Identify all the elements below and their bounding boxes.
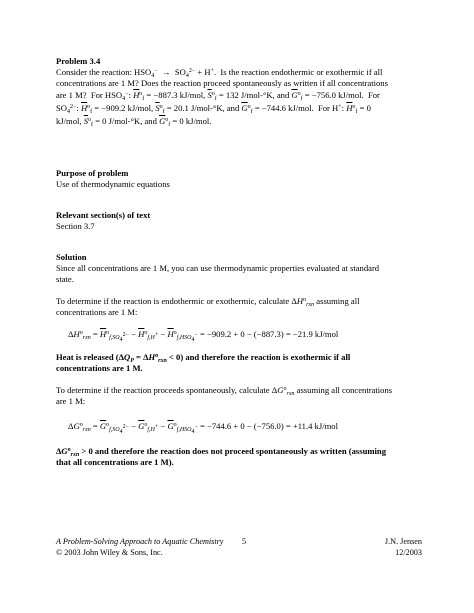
problem-line-4: $SO_4^{2-}$: $\overline{H}^o_f = -909.2$ kJ/mol, $\overline{S}^o_f = 20.1$ J/mol-°K, and $\overline{G}^o_f = -744.6$ kJ/mol. For H+: $\overline{H}^o_f = 0$ [56,103,371,115]
problem-line-2: concentrations are 1 M? Does the reaction proceed spontaneously as written if all concentrations [56,78,388,88]
conclusion-2-b: that all concentrations are 1 M). [56,457,174,467]
problem-heading: Problem 3.4 [56,56,101,66]
enthalpy-equation: $\Delta H^o_{rxn} = \overline{H}^o_{f,SO_4^{2-}} - \overline{H}^o_{f,H^+} - \overline{H}^o_{f,HSO_4^-} = -909.2 + 0 - (-887.3) = -21.9$ kJ/mol [68,329,339,343]
purpose-text: Use of thermodynamic equations [56,179,170,189]
gibbs-equation-result: = −744.6 + 0 − (−756.0) = +11.4 kJ/mol [200,421,338,431]
gibbs-equation: $\Delta G^o_{rxn} = \overline{G}^o_{f,SO_4^{2-}} - \overline{G}^o_{f,H^+} - \overline{G}^o_{f,HSO_4^-} = -744.6 + 0 - (-756.0) = +11.4$ kJ/mol [68,421,338,435]
relevant-text: Section 3.7 [56,221,95,231]
problem-line-5: kJ/mol, $\overline{S}^o_f = 0$ J/mol-°K, and $\overline{G}^o_f = 0$ kJ/mol. [56,116,212,128]
problem-line-1: Consider the reaction: $HSO_4^- \to SO_4^{2-} + H^+$. Is the reaction endothermic or exothermic if all [56,67,383,79]
book-title: A Problem-Solving Approach to Aquatic Chemistry [56,537,224,546]
solution-p1-a: Since all concentrations are 1 M, you can use thermodynamic properties evaluated at standard [56,263,380,273]
conclusion-1-a: Heat is released $(\Delta Q_P = \Delta H^o_{rxn} < 0)$ and therefore the reaction is exothermic if all [56,352,351,364]
enthalpy-equation-result: = −909.2 + 0 − (−887.3) = −21.9 kJ/mol [200,329,339,339]
relevant-heading: Relevant section(s) of text [56,210,151,220]
problem-line-3: are 1 M? For $HSO_4^-$: $\overline{H}^o_f = -887.3$ kJ/mol, $\overline{S}^o_f = 132$ J/mol-°K, and $\overline{G}^o_f = -756.0$ kJ/mol. For [56,90,380,102]
solution-p1-b: state. [56,274,74,284]
footer-right [385,537,422,558]
footer-left [56,537,223,558]
copyright: © 2003 John Wiley & Sons, Inc. [56,547,163,557]
page-number: 5 [242,537,247,546]
conclusion-2-a: $\Delta G^o_{rxn} > 0$ and therefore the reaction does not proceed spontaneously as written (assuming [56,446,386,458]
solution-p3-b: are 1 M: [56,396,86,406]
date: 12/2003 [395,547,422,557]
author: J.N. Jensen [384,537,422,546]
solution-p2-a: To determine if the reaction is endothermic or exothermic, calculate $\Delta H^o_{rxn}$ assuming all [56,296,360,308]
solution-p2-b: concentrations are 1 M: [56,307,138,317]
solution-heading: Solution [56,252,87,262]
purpose-heading: Purpose of problem [56,168,129,178]
conclusion-1-b: concentrations are 1 M. [56,363,143,373]
solution-p3-a: To determine if the reaction proceeds spontaneously, calculate $\Delta G^o_{rxn}$ assuming all concentrations [56,385,393,397]
